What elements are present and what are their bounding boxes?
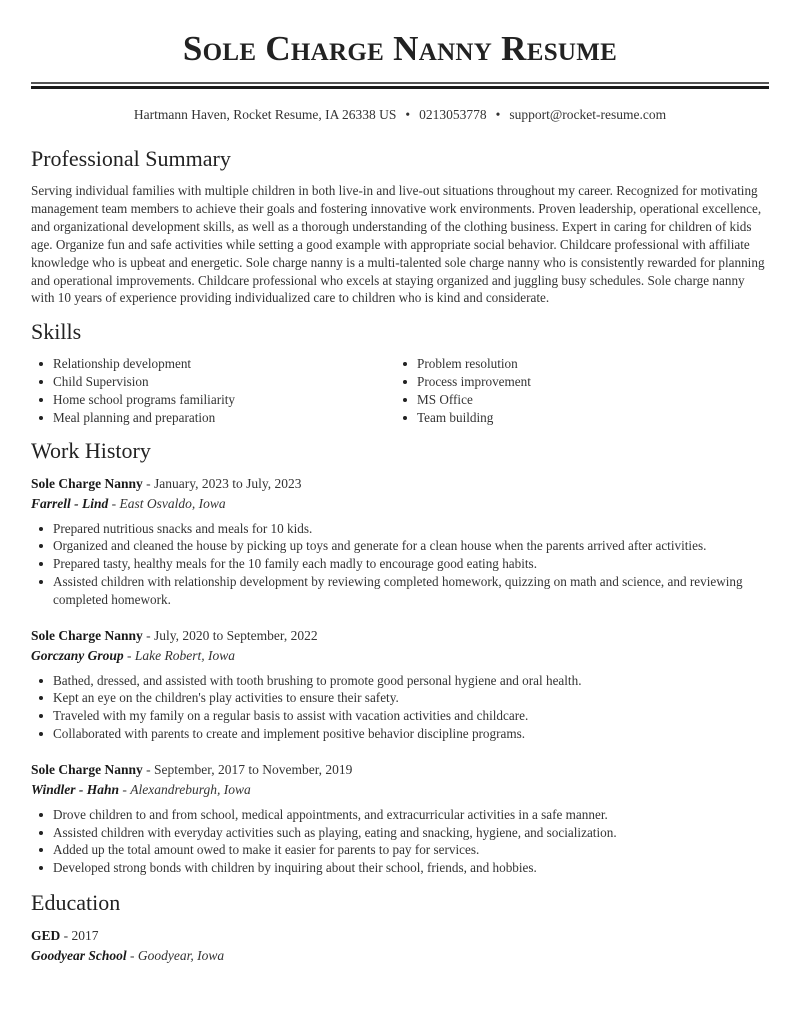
contact-separator: • — [495, 107, 501, 122]
dash: - — [108, 495, 120, 511]
skill-item: Relationship development — [31, 355, 395, 373]
resume-header — [31, 0, 769, 124]
school-location: Goodyear, Iowa — [137, 947, 225, 963]
job-entry — [31, 626, 769, 743]
job-title: Sole Charge Nanny — [31, 475, 143, 491]
job-dates: January, 2023 to July, 2023 — [154, 475, 302, 491]
summary-section — [31, 146, 769, 307]
skills-section — [31, 319, 769, 426]
skill-item: Team building — [395, 409, 759, 427]
header-divider-thin — [31, 82, 769, 84]
header-divider-thick — [31, 86, 769, 89]
summary-text: Serving individual families with multiple children in both live-in and live-out situations throughout my career. Recognized for motivating management team members to achieve their goals and fostering innovative work environments. Proven leadership, operational excellence, and organizational development skills, as well as a thorough understanding of the clothing business. Expert in caring for children of kids age. Organize fun and safe activities while setting a good example with appropriate social behavior. Childcare professional with affiliate knowledge who is upbeat and energetic. Sole charge nanny is a multi-talented sole charge nanny who is consistently rewarded for planning and operational improvements. Childcare professional who excels at staying organized and juggling busy schedules. Sole charge nanny with 10 years of experience providing individualized care to children who is kind and considerate. — [31, 183, 765, 306]
dash: - — [126, 947, 138, 963]
work-history-section — [31, 438, 769, 877]
school-name: Goodyear School — [31, 947, 127, 963]
education-section — [31, 890, 769, 965]
dash: - — [142, 475, 155, 491]
contact-phone: 0213053778 — [419, 107, 487, 122]
job-bullet: Assisted children with everyday activities such as playing, eating and snacking, hygiene, and socialization. — [31, 824, 769, 842]
summary-heading: Professional Summary — [31, 146, 231, 171]
job-bullets — [31, 672, 769, 743]
skill-item: Problem resolution — [395, 355, 759, 373]
skill-item: Process improvement — [395, 373, 759, 391]
skills-heading: Skills — [31, 319, 82, 345]
degree-line — [31, 926, 769, 946]
school-line — [31, 946, 769, 965]
company-line — [31, 780, 769, 799]
job-dates: September, 2017 to November, 2019 — [154, 761, 353, 777]
job-bullets — [31, 520, 769, 609]
degree: GED — [31, 927, 61, 943]
work-history-heading: Work History — [31, 437, 151, 463]
job-title-line — [31, 760, 769, 780]
dash: - — [60, 927, 72, 943]
skill-item: Child Supervision — [31, 373, 395, 391]
job-entry — [31, 760, 769, 877]
job-location: Alexandreburgh, Iowa — [130, 781, 251, 797]
job-bullet: Collaborated with parents to create and implement positive behavior discipline programs. — [31, 725, 769, 743]
job-location: Lake Robert, Iowa — [134, 647, 236, 663]
company-name: Gorczany Group — [31, 647, 124, 663]
skills-list-right — [395, 355, 759, 426]
job-bullet: Organized and cleaned the house by picking up toys and generate for a clean house when the parents arrived after activities. — [31, 537, 769, 555]
job-bullets — [31, 806, 769, 877]
job-bullet: Traveled with my family on a regular basis to assist with vacation activities and childcare. — [31, 707, 769, 725]
dash: - — [142, 761, 155, 777]
contact-email: support@rocket-resume.com — [509, 107, 667, 122]
job-entry — [31, 474, 769, 609]
company-line — [31, 494, 769, 513]
education-entry — [31, 926, 769, 965]
job-bullet: Assisted children with relationship development by reviewing completed homework, quizzing on math and science, and reviewing completed homework. — [31, 573, 769, 609]
contact-address: Hartmann Haven, Rocket Resume, IA 26338 US — [133, 107, 397, 122]
company-line — [31, 646, 769, 665]
dash: - — [142, 627, 155, 643]
education-heading: Education — [31, 889, 121, 915]
job-dates: July, 2020 to September, 2022 — [154, 627, 318, 643]
job-bullet: Bathed, dressed, and assisted with tooth brushing to promote good personal hygiene and oral health. — [31, 672, 769, 690]
skills-columns — [31, 355, 769, 426]
contact-separator: • — [405, 107, 411, 122]
job-location: East Osvaldo, Iowa — [119, 495, 226, 511]
skill-item: MS Office — [395, 391, 759, 409]
job-bullet: Added up the total amount owed to make it easier for parents to pay for services. — [31, 841, 769, 859]
job-title: Sole Charge Nanny — [31, 627, 143, 643]
job-bullet: Drove children to and from school, medical appointments, and extracurricular activities in a safe manner. — [31, 806, 769, 824]
graduation-year: 2017 — [71, 927, 99, 943]
job-title-line — [31, 474, 769, 494]
job-bullet: Prepared nutritious snacks and meals for 10 kids. — [31, 520, 769, 538]
company-name: Windler - Hahn — [31, 781, 120, 797]
job-title: Sole Charge Nanny — [31, 761, 143, 777]
resume-title: Sole Charge Nanny Resume — [182, 29, 618, 68]
skills-list-left — [31, 355, 395, 426]
job-bullet: Kept an eye on the children's play activities to ensure their safety. — [31, 689, 769, 707]
job-title-line — [31, 626, 769, 646]
skill-item: Home school programs familiarity — [31, 391, 395, 409]
company-name: Farrell - Lind — [31, 495, 109, 511]
dash: - — [123, 647, 135, 663]
dash: - — [119, 781, 131, 797]
job-bullet: Prepared tasty, healthy meals for the 10 family each madly to encourage good eating habits. — [31, 555, 769, 573]
job-bullet: Developed strong bonds with children by inquiring about their school, friends, and hobbies. — [31, 859, 769, 877]
skill-item: Meal planning and preparation — [31, 409, 395, 427]
contact-line — [31, 106, 769, 124]
